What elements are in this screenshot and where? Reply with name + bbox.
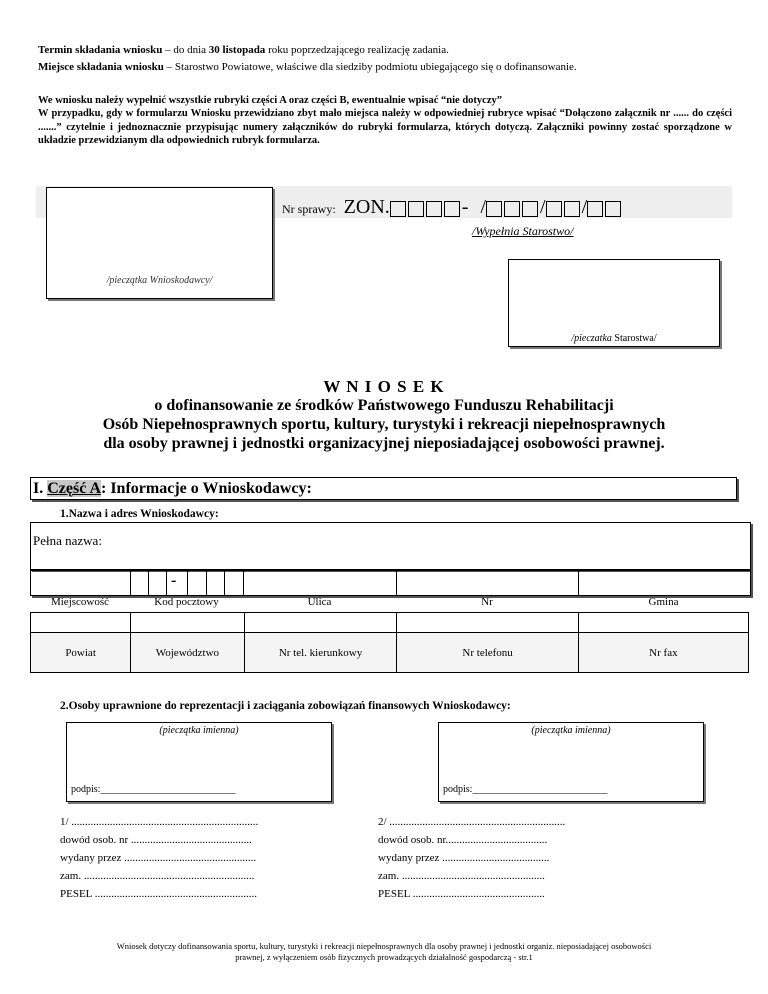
label-fax: Nr fax [578,633,748,673]
person-1-line-address[interactable]: zam. .............................................................. [60,870,255,882]
address-row-1-inputs [30,570,751,596]
label-telefon: Nr telefonu [397,633,578,673]
person-1-line-id[interactable]: dowód osob. nr ............................................ [60,834,252,846]
header-deadline [38,43,738,58]
person-1-stamp-box[interactable] [66,722,332,802]
label-gmina: Gmina [648,596,679,608]
case-box[interactable] [390,201,406,217]
header-place [38,60,738,75]
person-1-line-pesel[interactable]: PESEL ........................................................... [60,888,257,900]
form-subtitle-2: Osób Niepełnosprawnych sportu, kultury, turystyki i rekreacji niepełnosprawnych [102,416,666,433]
person-1-stamp-label: (pieczątka imienna) [159,725,239,736]
footer-line-2: prawnej, z wyłączeniem osób fizycznych prowadzących działalność gospodarczą - str.1 [235,952,533,962]
case-number-label: Nr sprawy: [282,202,336,216]
case-number [282,196,623,219]
person-2-line-address[interactable]: zam. .................................................... [378,870,545,882]
case-box[interactable] [564,201,580,217]
place-label: Miejsce składania wniosku [38,61,164,73]
case-slash: / [480,196,486,218]
page-footer [0,941,768,963]
label-powiat: Powiat [31,633,131,673]
footer-line-1: Wniosek dotyczy dofinansowania sportu, kultury, turystyki i rekreacji niepełnosprawnych dla osoby prawnej i jednostki organiz. nieposiadającej osobowości [116,941,652,951]
case-box[interactable] [587,201,603,217]
deadline-date: 30 listopada [208,44,266,56]
input-telefon[interactable] [397,613,578,633]
deadline-rest: roku poprzedzającego realizację zadania. [265,44,449,56]
label-wojewodztwo: Województwo [131,633,244,673]
section-a-rest: : Informacje o Wnioskodawcy: [101,480,312,497]
q2-label: 2.Osoby uprawnione do reprezentacji i zaciągania zobowiązań finansowych Wnioskodawcy: [60,700,511,712]
deadline-label: Termin składania wniosku [38,44,163,56]
person-1-line-name[interactable]: 1/ .................................................................... [60,816,259,828]
case-box[interactable] [408,201,424,217]
starostwo-stamp-italic: /pieczatka [571,333,612,344]
instructions-p2: W przypadku, gdy w formularzu Wniosku przewidziano zbyt mało miejsca należy w odpowiedniej rubryce wpisać “Dołączono załącznik nr ...... do części .......” czytelnie i jednoznacznie przypisując numery załączników do rubryki formularza, których dotyczą. Załączniki powinny zostać sporządzone w układzie przewidzianym dla odpowiednich rubryk formularza. [38,108,732,146]
person-2-signature: podpis:___________________________ [443,784,608,795]
person-2-line-pesel[interactable]: PESEL ................................................ [378,888,545,900]
person-2-line-issued[interactable]: wydany przez ....................................... [378,852,550,864]
address-row-1-labels [30,596,749,610]
case-box[interactable] [504,201,520,217]
person-1-line-issued[interactable]: wydany przez ................................................ [60,852,257,864]
case-box[interactable] [444,201,460,217]
section-a-part: Część A [47,480,101,497]
input-powiat[interactable] [31,613,131,633]
fill-note: /Wypełnia Starostwo/ [472,224,574,238]
input-wojewodztwo[interactable] [131,613,244,633]
person-2-stamp-box[interactable] [438,722,704,802]
full-name-label: Pełna nazwa: [33,533,102,548]
case-box[interactable] [426,201,442,217]
form-subtitle-1: o dofinansowanie ze środków Państwowego Funduszu Rehabilitacji [154,397,614,414]
person-2-details [378,813,565,903]
starostwo-stamp-label [509,333,719,344]
deadline-mid: – do dnia [162,44,209,56]
case-box[interactable] [546,201,562,217]
person-1-signature: podpis:___________________________ [71,784,236,795]
section-a-numeral: I. [33,480,48,497]
starostwo-stamp-box[interactable] [508,259,720,347]
label-kod: Kod pocztowy [154,596,219,608]
person-2-line-name[interactable]: 2/ ................................................................ [378,816,566,828]
full-name-field[interactable] [30,522,751,570]
label-nr: Nr [481,596,493,608]
case-slash: / [540,196,546,218]
case-box[interactable] [522,201,538,217]
address-row-2 [30,612,749,673]
place-rest: – Starostwo Powiatowe, właściwe dla siedziby podmiotu ubiegającego się o dofinansowanie. [163,61,577,73]
applicant-stamp-box[interactable] [46,187,273,299]
person-2-line-id[interactable]: dowód osob. nr..................................... [378,834,548,846]
form-subtitle-3: dla osoby prawnej i jednostki organizacyjnej nieposiadającej osobowości prawnej. [103,435,665,452]
label-ulica: Ulica [307,596,332,608]
case-dash: - [461,196,469,218]
input-tel-kier[interactable] [244,613,397,633]
starostwo-stamp-rest: Starostwa/ [611,333,657,344]
postal-dash: - [171,572,177,589]
input-fax[interactable] [578,613,748,633]
label-tel-kier: Nr tel. kierunkowy [244,633,397,673]
instructions-p1: We wniosku należy wypełnić wszystkie rubryki części A oraz części B, ewentualnie wpisać “nie dotyczy” [38,95,503,106]
person-1-details [60,813,258,903]
label-miejscowosc: Miejscowość [50,596,110,608]
case-box[interactable] [486,201,502,217]
q1-label: 1.Nazwa i adres Wnioskodawcy: [60,508,219,520]
case-slash: / [581,196,588,218]
section-a-header [30,477,737,500]
person-2-stamp-label: (pieczątka imienna) [531,725,611,736]
applicant-stamp-label: /pieczątka Wnioskodawcy/ [106,275,213,286]
case-number-prefix: ZON. [343,196,390,218]
case-box[interactable] [605,201,621,217]
form-title: W N I O S E K [323,377,445,396]
